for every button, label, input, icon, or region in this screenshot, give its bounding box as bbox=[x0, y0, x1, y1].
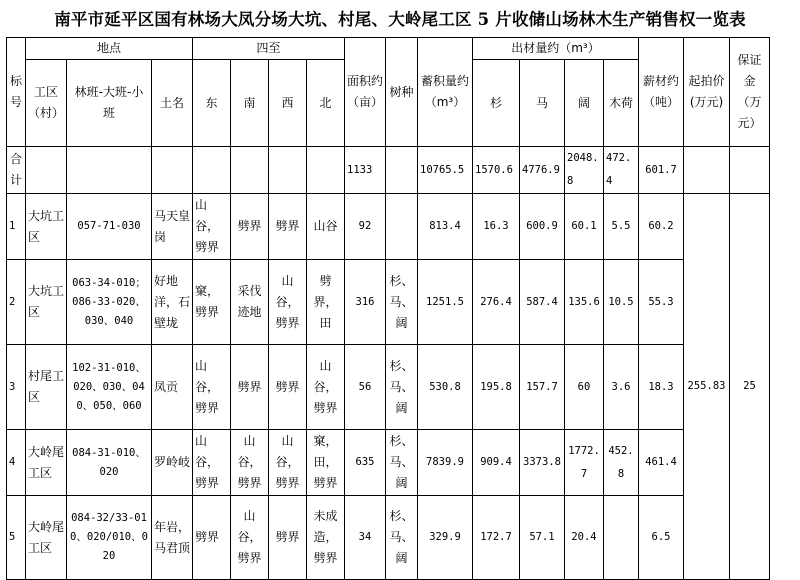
row-no: 3 bbox=[7, 345, 26, 430]
total-xujiliang: 10765.5 bbox=[418, 147, 473, 194]
row-xujiliang: 530.8 bbox=[418, 345, 473, 430]
row-xincai: 60.2 bbox=[639, 194, 684, 260]
table-row bbox=[7, 260, 770, 345]
row-muhe: 10.5 bbox=[604, 260, 639, 345]
row-linban: 063-34-010；086-33-020、030、040 bbox=[67, 260, 152, 345]
header-chucai: 出材量约（m³） bbox=[473, 38, 639, 60]
row-bei: 劈界，田 bbox=[307, 260, 345, 345]
row-mianji: 92 bbox=[345, 194, 386, 260]
table-row bbox=[7, 194, 770, 260]
header-dong: 东 bbox=[193, 60, 231, 147]
row-bei: 未成造，劈界 bbox=[307, 496, 345, 580]
row-dong: 山谷，劈界 bbox=[193, 345, 231, 430]
header-gongqu: 工区（村） bbox=[26, 60, 67, 147]
row-shan: 172.7 bbox=[473, 496, 520, 580]
header-mianji: 面积约（亩） bbox=[345, 38, 386, 147]
row-nan: 山谷，劈界 bbox=[231, 430, 269, 496]
header-sizhi: 四至 bbox=[193, 38, 345, 60]
row-shuzhong: 杉、马、阔 bbox=[386, 260, 418, 345]
row-gongqu: 大坑工区 bbox=[26, 194, 67, 260]
header-bei: 北 bbox=[307, 60, 345, 147]
row-linban: 102-31-010、020、030、040、050、060 bbox=[67, 345, 152, 430]
row-nan: 劈界 bbox=[231, 345, 269, 430]
row-ma: 157.7 bbox=[520, 345, 565, 430]
row-xi: 劈界 bbox=[269, 194, 307, 260]
row-bei: 山谷 bbox=[307, 194, 345, 260]
header-kuo: 阔 bbox=[565, 60, 604, 147]
row-muhe: 452.8 bbox=[604, 430, 639, 496]
header-baozheng: 保证金（万元） bbox=[730, 38, 770, 147]
row-shuzhong: 杉、马、阔 bbox=[386, 345, 418, 430]
row-xincai: 461.4 bbox=[639, 430, 684, 496]
row-xincai: 55.3 bbox=[639, 260, 684, 345]
row-xi: 劈界 bbox=[269, 345, 307, 430]
total-label: 合计 bbox=[7, 147, 26, 194]
header-tuming: 土名 bbox=[152, 60, 193, 147]
row-shuzhong: 杉、马、阔 bbox=[386, 430, 418, 496]
row-xujiliang: 7839.9 bbox=[418, 430, 473, 496]
row-mianji: 34 bbox=[345, 496, 386, 580]
header-nan: 南 bbox=[231, 60, 269, 147]
row-ma: 587.4 bbox=[520, 260, 565, 345]
row-shan: 16.3 bbox=[473, 194, 520, 260]
row-gongqu: 大岭尾工区 bbox=[26, 430, 67, 496]
header-xi: 西 bbox=[269, 60, 307, 147]
row-dong: 劈界 bbox=[193, 496, 231, 580]
row-xi: 山谷，劈界 bbox=[269, 430, 307, 496]
row-shan: 276.4 bbox=[473, 260, 520, 345]
row-tuming: 好地洋，石壁垅 bbox=[152, 260, 193, 345]
total-shan: 1570.6 bbox=[473, 147, 520, 194]
header-biaohao: 标号 bbox=[7, 38, 26, 147]
header-shan: 杉 bbox=[473, 60, 520, 147]
row-tuming: 凤贡 bbox=[152, 345, 193, 430]
row-ma: 600.9 bbox=[520, 194, 565, 260]
row-xujiliang: 329.9 bbox=[418, 496, 473, 580]
row-no: 5 bbox=[7, 496, 26, 580]
row-xujiliang: 1251.5 bbox=[418, 260, 473, 345]
row-dong: 窠，劈界 bbox=[193, 260, 231, 345]
row-muhe bbox=[604, 496, 639, 580]
row-muhe: 3.6 bbox=[604, 345, 639, 430]
row-shuzhong bbox=[386, 194, 418, 260]
row-nan: 劈界 bbox=[231, 194, 269, 260]
row-muhe: 5.5 bbox=[604, 194, 639, 260]
row-tuming: 罗岭岐 bbox=[152, 430, 193, 496]
row-kuo: 60 bbox=[565, 345, 604, 430]
row-bei: 窠，田，劈界 bbox=[307, 430, 345, 496]
total-mianji: 1133 bbox=[345, 147, 386, 194]
row-bei: 山谷，劈界 bbox=[307, 345, 345, 430]
header-xujiliang: 蓄积量约（m³） bbox=[418, 38, 473, 147]
forest-sales-table bbox=[6, 37, 770, 580]
row-gongqu: 村尾工区 bbox=[26, 345, 67, 430]
header-xincai: 薪材约（吨） bbox=[639, 38, 684, 147]
shared-qipai: 255.83 bbox=[684, 194, 730, 580]
row-no: 4 bbox=[7, 430, 26, 496]
row-mianji: 56 bbox=[345, 345, 386, 430]
row-nan: 采伐迹地 bbox=[231, 260, 269, 345]
total-ma: 4776.9 bbox=[520, 147, 565, 194]
row-xujiliang: 813.4 bbox=[418, 194, 473, 260]
header-muhe: 木荷 bbox=[604, 60, 639, 147]
row-tuming: 年岩，马君顶 bbox=[152, 496, 193, 580]
row-shan: 195.8 bbox=[473, 345, 520, 430]
header-didian: 地点 bbox=[26, 38, 193, 60]
row-kuo: 20.4 bbox=[565, 496, 604, 580]
row-linban: 084-31-010、020 bbox=[67, 430, 152, 496]
row-xi: 山谷，劈界 bbox=[269, 260, 307, 345]
row-dong: 山谷，劈界 bbox=[193, 194, 231, 260]
row-xincai: 6.5 bbox=[639, 496, 684, 580]
row-dong: 山谷，劈界 bbox=[193, 430, 231, 496]
row-nan: 山谷，劈界 bbox=[231, 496, 269, 580]
table-title: 南平市延平区国有林场大凤分场大坑、村尾、大岭尾工区 5 片收储山场林木生产销售权一览表 bbox=[54, 10, 746, 29]
total-xincai: 601.7 bbox=[639, 147, 684, 194]
header-ma: 马 bbox=[520, 60, 565, 147]
row-shuzhong: 杉、马、阔 bbox=[386, 496, 418, 580]
row-gongqu: 大岭尾工区 bbox=[26, 496, 67, 580]
row-kuo: 1772.7 bbox=[565, 430, 604, 496]
header-linban: 林班-大班-小班 bbox=[67, 60, 152, 147]
row-mianji: 316 bbox=[345, 260, 386, 345]
total-kuo: 2048.8 bbox=[565, 147, 604, 194]
row-kuo: 135.6 bbox=[565, 260, 604, 345]
row-tuming: 马天皇岗 bbox=[152, 194, 193, 260]
row-shan: 909.4 bbox=[473, 430, 520, 496]
total-muhe: 472.4 bbox=[604, 147, 639, 194]
row-ma: 57.1 bbox=[520, 496, 565, 580]
row-kuo: 60.1 bbox=[565, 194, 604, 260]
row-no: 1 bbox=[7, 194, 26, 260]
total-row bbox=[7, 147, 770, 194]
header-shuzhong: 树种 bbox=[386, 38, 418, 147]
row-no: 2 bbox=[7, 260, 26, 345]
shared-baozheng: 25 bbox=[730, 194, 770, 580]
row-mianji: 635 bbox=[345, 430, 386, 496]
table-row bbox=[7, 345, 770, 430]
row-gongqu: 大坑工区 bbox=[26, 260, 67, 345]
row-linban: 084-32/33-010、020/010、020 bbox=[67, 496, 152, 580]
header-qipai: 起拍价(万元) bbox=[684, 38, 730, 147]
row-ma: 3373.8 bbox=[520, 430, 565, 496]
table-row bbox=[7, 496, 770, 580]
table-row bbox=[7, 430, 770, 496]
row-linban: 057-71-030 bbox=[67, 194, 152, 260]
row-xi: 劈界 bbox=[269, 496, 307, 580]
row-xincai: 18.3 bbox=[639, 345, 684, 430]
